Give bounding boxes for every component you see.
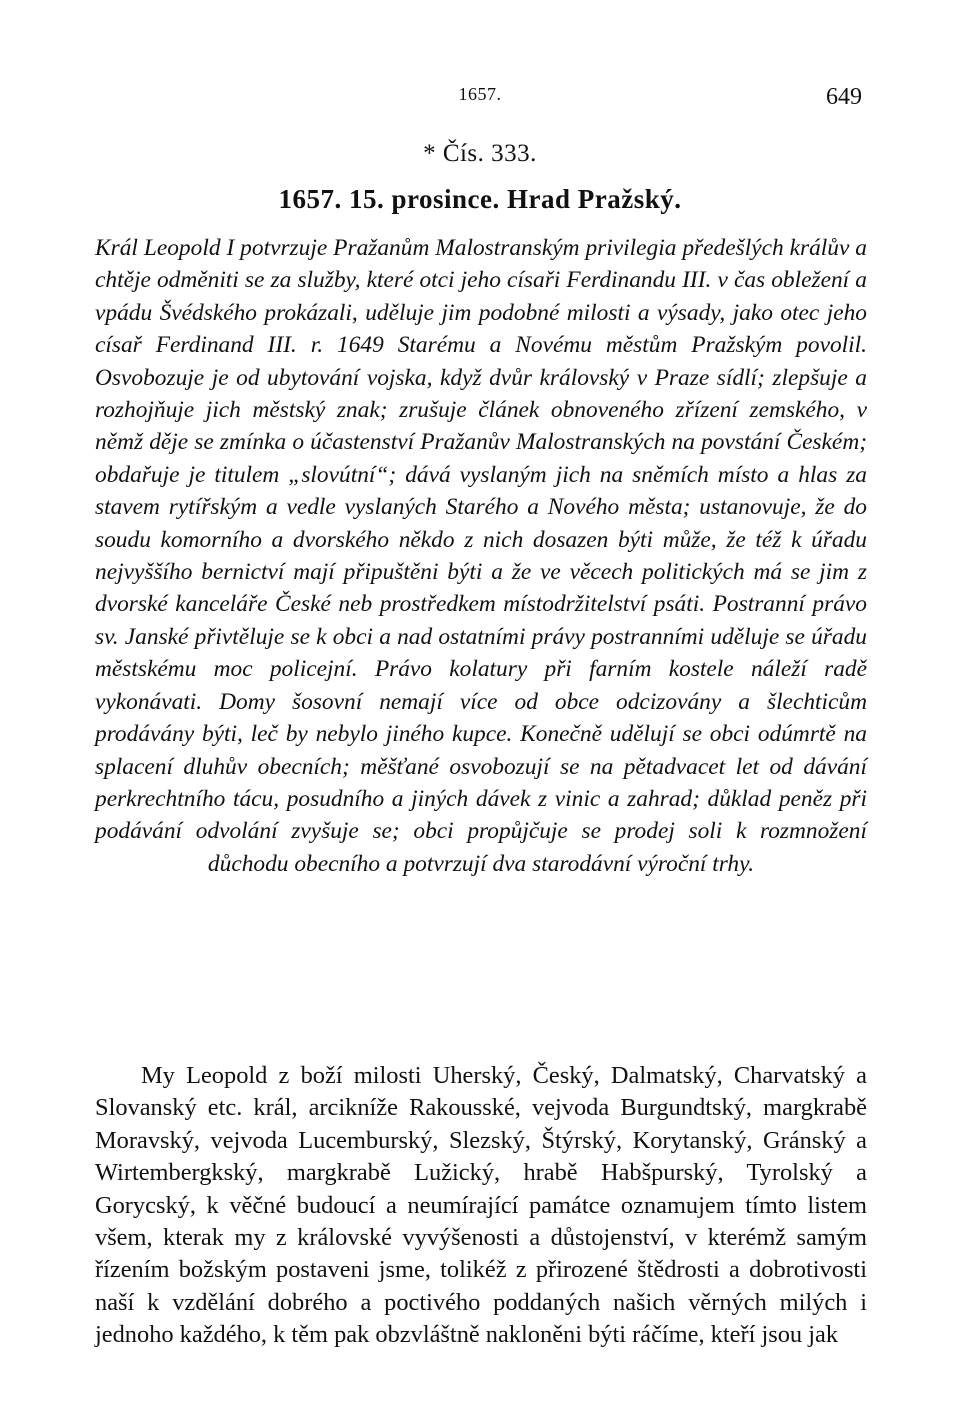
regest-summary: Král Leopold I potvrzuje Pražanům Malostranským privilegia předešlých králův a chtěje odměniti se za služby, které otci jeho císaři Ferdinandu III. v čas obležení a vpádu Švédského prokázali, uděluje jim podobné milosti a výsady, jako otec jeho císař Ferdinand III. r. 1649 Starému a Novému městům Pražským povolil. Osvobozuje je od ubytování vojska, když dvůr královský v Praze sídlí; zlepšuje a rozhojňuje jich městský znak; zrušuje článek obnoveného zřízení zemského, v němž děje se zmínka o účastenství Pražanův Malostranských na povstání Českém; obdařuje je titulem „slovútní“; dává vyslaným jich na sněmích místo a hlas za stavem rytířským a vedle vyslaných Starého a Nového města; ustanovuje, že do soudu komorního a dvorského někdo z nich dosazen býti může, že též k úřadu nejvyššího bernictví mají připuštěni býti a že ve věcech politických má se jim z dvorské kanceláře České neb prostředkem místodržitelství psáti. Postranní právo sv. Janské přivtěluje se k obci a nad ostatními právy postranními uděluje se úřadu městskému moc policejní. Právo kolatury při farním kostele náleží radě vykonávati. Domy šosovní nemají více od obce odcizovány a šlechticům prodávány býti, leč by nebylo jiného kupce. Konečně udělují se obci odúmrtě na splacení dluhův obecních; měšťané osvobozují se na pětadvacet let od dávání perkrechtního tácu, posudního a jiných dávek z vinic a zahrad; důklad peněz při podávání odvolání zvyšuje se; obci propůjčuje se prodej soli k rozmnožení důchodu obecního a potvrzují dva starodávní výroční trhy. <box>95 235 867 877</box>
document-number: * Čís. 333. <box>423 140 537 167</box>
page-number: 649 <box>826 84 862 110</box>
running-header-year: 1657. <box>458 84 502 104</box>
document-date-heading: 1657. 15. prosince. Hrad Pražský. <box>278 184 682 214</box>
charter-body-text: My Leopold z boží milosti Uherský, Český, Dalmatský, Charvatský a Slovanský etc. král, arcikníže Rakousské, vejvoda Burgundtský, margkrabě Moravský, vejvoda Lucemburský, Slezský, Štýrský, Korytanský, Gránský a Wirtembergkský, margkrabě Lužický, hrabě Habšpurský, Tyrolský a Gorycský, k věčné budoucí a neumírající památce oznamujem tímto listem všem, kterak my z královské vyvýšenosti a důstojenství, v kterémž samým řízením božským postaveni jsme, tolikéž z přirozené štědrosti a dobrotivosti naší k vzdělání dobrého a poctivého poddaných našich věrných milých i jednoho každého, k těm pak obzvláštně nakloněni býti ráčíme, kteří jsou jak <box>95 1062 867 1349</box>
